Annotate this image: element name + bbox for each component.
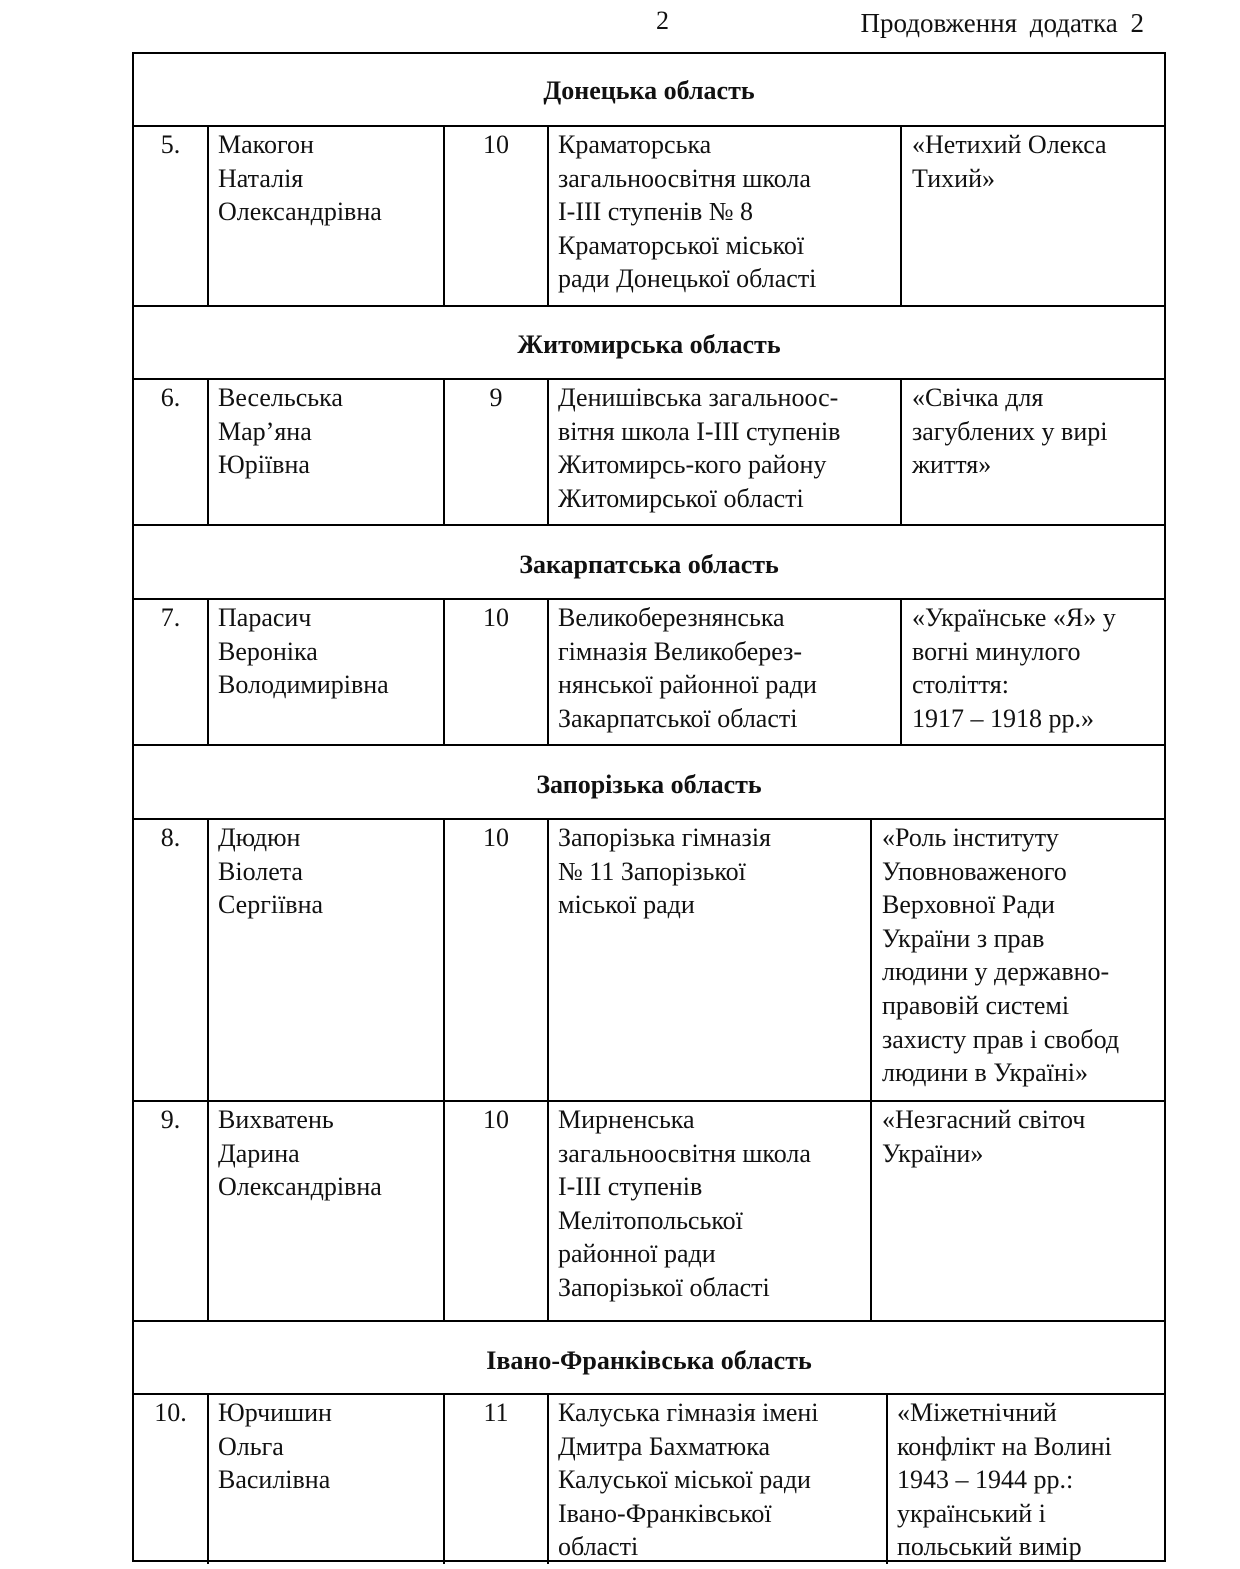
divider (134, 524, 1164, 526)
school: Калуська гімназія імені Дмитра Бахматюка Калуської міської ради Івано-Франківської області (558, 1398, 819, 1562)
divider (134, 744, 1164, 746)
divider (134, 125, 1164, 127)
divider (134, 818, 1164, 820)
grade: 10 (483, 603, 509, 632)
divider (547, 125, 549, 307)
topic: «Нетихий Олекса Тихий» (912, 130, 1107, 193)
divider (134, 1393, 1164, 1395)
row-number: 8. (160, 823, 181, 852)
school: Краматорська загальноосвітня школа I-III ступенів № 8 Краматорської міської ради Донецької області (558, 130, 817, 294)
divider (900, 598, 902, 746)
row-number: 5. (160, 130, 181, 159)
divider (547, 598, 549, 746)
topic: «Українське «Я» у вогні минулого століття: 1917 – 1918 рр.» (912, 603, 1116, 733)
row-number: 10. (154, 1398, 187, 1427)
divider (134, 378, 1164, 380)
divider (900, 378, 902, 526)
participant-name: Дюдюн Віолета Сергіївна (218, 823, 324, 920)
divider (870, 818, 872, 1320)
row-number: 6. (160, 383, 181, 412)
participant-name: Весельська Мар’яна Юріївна (218, 383, 343, 480)
school: Великоберезнянська гімназія Великоберез- нянської районної ради Закарпатської області (558, 603, 817, 733)
divider (443, 818, 445, 1320)
participant-name: Парасич Вероніка Володимирівна (218, 603, 389, 700)
school: Денишівська загальноос- вітня школа I-III ступенів Житомирсь-кого району Житомирської області (558, 383, 841, 513)
school: Мирненська загальноосвітня школа I-III ступенів Мелітопольської районної ради Запорізької області (558, 1105, 811, 1302)
divider (886, 1393, 888, 1564)
divider (900, 125, 902, 307)
school: Запорізька гімназія № 11 Запорізької міської ради (558, 823, 772, 920)
divider (207, 1393, 209, 1564)
grade: 10 (483, 823, 509, 852)
topic: «Свічка для загублених у вирі життя» (912, 383, 1108, 480)
divider (207, 598, 209, 746)
divider (207, 818, 209, 1320)
section-header-donetsk: Донецька область (543, 76, 755, 105)
participant-name: Вихватень Дарина Олександрівна (218, 1105, 382, 1202)
grade: 11 (483, 1398, 509, 1427)
section-header-zhytomyr: Житомирська область (517, 330, 781, 359)
divider (134, 598, 1164, 600)
divider (134, 1100, 1164, 1102)
continuation-label: Продовження додатка 2 (860, 8, 1144, 38)
participants-table (132, 52, 1166, 1562)
participant-name: Макогон Наталія Олександрівна (218, 130, 382, 227)
divider (134, 1320, 1164, 1322)
section-header-ivano-frankivsk: Івано-Франківська область (486, 1346, 812, 1375)
grade: 9 (489, 383, 503, 412)
section-header-zakarpattia: Закарпатська область (519, 550, 779, 579)
divider (547, 1393, 549, 1564)
divider (547, 818, 549, 1320)
divider (207, 125, 209, 307)
divider (547, 378, 549, 526)
row-number: 9. (160, 1105, 181, 1134)
row-number: 7. (160, 603, 181, 632)
topic: «Незгасний світоч України» (882, 1105, 1086, 1168)
grade: 10 (483, 130, 509, 159)
section-header-zaporizhzhia: Запорізька область (536, 770, 762, 799)
topic: «Роль інституту Уповноваженого Верховної Ради України з прав людини у державно- правовій системі захисту прав і свобод людини в Україні» (882, 823, 1120, 1088)
grade: 10 (483, 1105, 509, 1134)
participant-name: Юрчишин Ольга Василівна (218, 1398, 332, 1495)
divider (207, 378, 209, 526)
divider (134, 305, 1164, 307)
page-number: 2 (656, 6, 669, 35)
topic: «Міжетнічний конфлікт на Волині 1943 – 1944 рр.: український і польський вимір (897, 1398, 1112, 1562)
